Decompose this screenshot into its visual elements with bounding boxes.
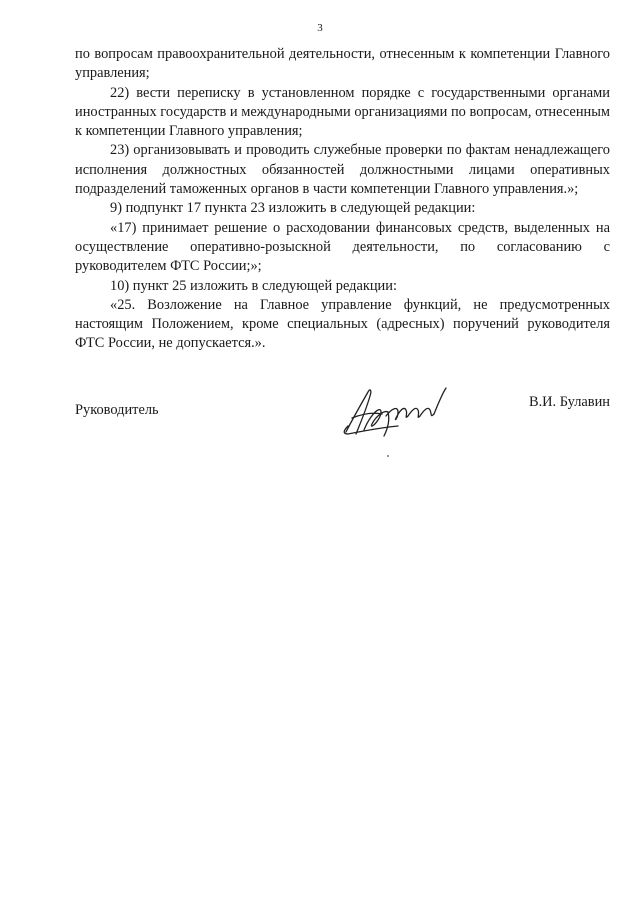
- handwritten-signature: [338, 380, 458, 442]
- signatory-title: Руководитель: [75, 402, 159, 418]
- document-body: [75, 45, 610, 354]
- paragraph-item-25: «25. Возложение на Главное управление функций, не предусмотренных настоящим Положением, кроме специальных (адресных) поручений руководителя ФТС России, не допускается.».: [75, 296, 610, 352]
- paragraph-subitem-17: «17) принимает решение о расходовании финансовых средств, выделенных на осуществление оперативно-розыскной деятельности, по согласованию с руководителем ФТС России;»;: [75, 219, 610, 275]
- paragraph-item-22: 22) вести переписку в установленном порядке с государственными органами иностранных государств и международными организациями по вопросам, отнесенным к компетенции Главного управления;: [75, 84, 610, 140]
- signature-block: [75, 380, 610, 450]
- paragraph-amendment-9: 9) подпункт 17 пункта 23 изложить в следующей редакции:: [110, 200, 476, 217]
- signatory-name: В.И. Булавин: [528, 394, 610, 410]
- paragraph-amendment-10: 10) пункт 25 изложить в следующей редакции:: [110, 277, 397, 294]
- paragraph-continuation: по вопросам правоохранительной деятельности, отнесенным к компетенции Главного управления;: [75, 46, 610, 82]
- paragraph-item-23: 23) организовывать и проводить служебные проверки по фактам ненадлежащего исполнения должностных обязанностей должностными лицами оперативных подразделений таможенных органов в части компетенции Главного управления.»;: [75, 142, 610, 198]
- scan-speck: [387, 455, 389, 457]
- page-number: 3: [317, 22, 323, 34]
